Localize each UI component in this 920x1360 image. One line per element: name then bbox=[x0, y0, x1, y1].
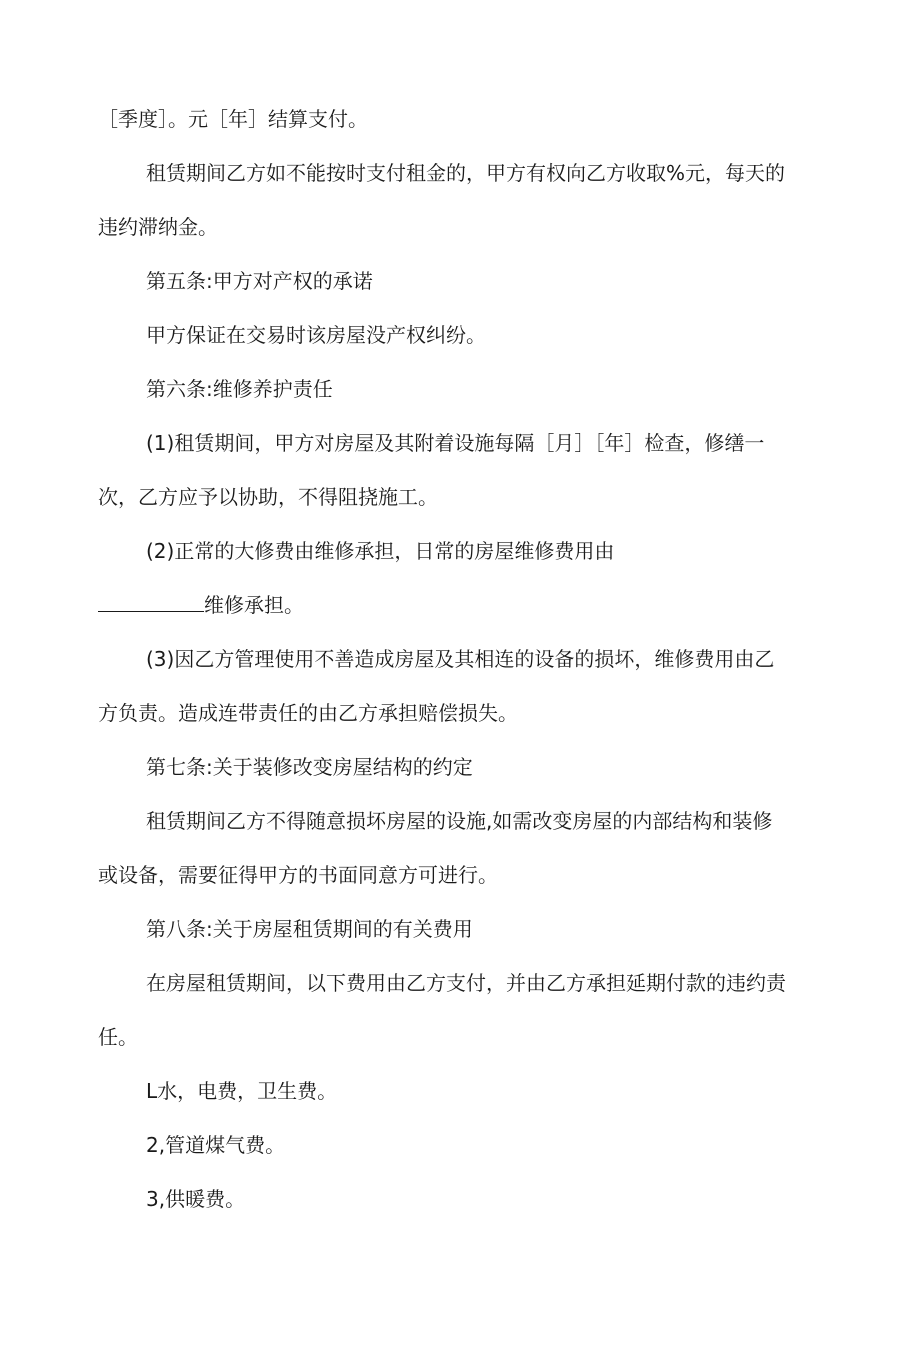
section-heading-article-8: 第八条:关于房屋租赁期间的有关费用 bbox=[146, 917, 473, 941]
section-heading-article-7: 第七条:关于装修改变房屋结构的约定 bbox=[146, 755, 473, 779]
list-item-fee-1: L水，电费，卫生费。 bbox=[146, 1079, 338, 1103]
text-line-clause-3-cont: 方负责。造成连带责任的由乙方承担赔偿损失。 bbox=[98, 701, 518, 725]
text-line-renovation: 租赁期间乙方不得随意损坏房屋的设施,如需改变房屋的内部结构和装修 bbox=[146, 809, 773, 833]
text-line-clause-2-cont bbox=[98, 591, 828, 619]
blank-suffix-text: 维修承担。 bbox=[204, 593, 304, 617]
text-line-property-guarantee: 甲方保证在交易时该房屋没产权纠纷。 bbox=[146, 323, 486, 347]
text-line-fees-cont: 任。 bbox=[98, 1025, 138, 1049]
text-line-clause-1-cont: 次，乙方应予以协助，不得阻挠施工。 bbox=[98, 485, 438, 509]
section-heading-article-5: 第五条:甲方对产权的承诺 bbox=[146, 269, 373, 293]
text-line-clause-1: (1)租赁期间，甲方对房屋及其附着设施每隔［月］［年］检查，修缮一 bbox=[146, 431, 765, 455]
text-line-clause-3: (3)因乙方管理使用不善造成房屋及其相连的设备的损坏，维修费用由乙 bbox=[146, 647, 775, 671]
text-line-late-fee: 违约滞纳金。 bbox=[98, 215, 218, 239]
list-item-fee-3: 3,供暖费。 bbox=[146, 1187, 246, 1211]
text-line-renovation-cont: 或设备，需要征得甲方的书面同意方可进行。 bbox=[98, 863, 498, 887]
text-line-late-payment: 租赁期间乙方如不能按时支付租金的，甲方有权向乙方收取%元，每天的 bbox=[146, 161, 786, 185]
text-line-season-settlement: ［季度］。元［年］结算支付。 bbox=[98, 107, 368, 131]
fill-in-blank bbox=[98, 593, 204, 612]
text-line-fees: 在房屋租赁期间，以下费用由乙方支付，并由乙方承担延期付款的违约责 bbox=[146, 971, 786, 995]
list-item-fee-2: 2,管道煤气费。 bbox=[146, 1133, 286, 1157]
text-line-clause-2: (2)正常的大修费由维修承担，日常的房屋维修费用由 bbox=[146, 539, 615, 563]
section-heading-article-6: 第六条:维修养护责任 bbox=[146, 377, 333, 401]
